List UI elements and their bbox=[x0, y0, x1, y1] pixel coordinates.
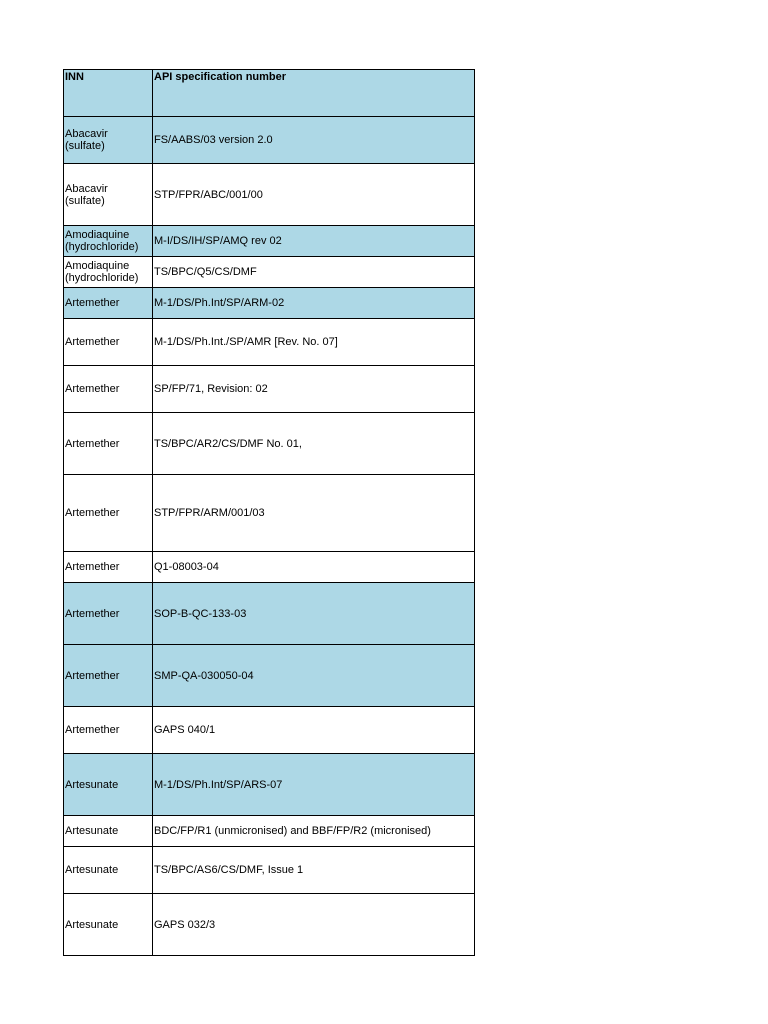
cell-inn: Artemether bbox=[64, 583, 153, 645]
table-row bbox=[64, 413, 475, 475]
cell-inn: Artemether bbox=[64, 413, 153, 475]
cell-inn: Artemether bbox=[64, 475, 153, 552]
table-row bbox=[64, 645, 475, 707]
table-row bbox=[64, 319, 475, 366]
cell-inn: Artemether bbox=[64, 707, 153, 754]
cell-spec-number: SMP-QA-030050-04 bbox=[153, 645, 475, 707]
cell-spec-number: GAPS 040/1 bbox=[153, 707, 475, 754]
table-row bbox=[64, 707, 475, 754]
cell-inn: Amodiaquine (hydrochloride) bbox=[64, 226, 153, 257]
cell-spec-number: M-1/DS/Ph.Int./SP/AMR [Rev. No. 07] bbox=[153, 319, 475, 366]
cell-inn: Artesunate bbox=[64, 847, 153, 894]
table-row bbox=[64, 475, 475, 552]
cell-inn: Amodiaquine (hydrochloride) bbox=[64, 257, 153, 288]
cell-inn: Artemether bbox=[64, 552, 153, 583]
cell-inn: Artemether bbox=[64, 645, 153, 707]
cell-spec-number: TS/BPC/AS6/CS/DMF, Issue 1 bbox=[153, 847, 475, 894]
cell-inn: Artemether bbox=[64, 288, 153, 319]
table-row bbox=[64, 894, 475, 956]
cell-inn: Artesunate bbox=[64, 894, 153, 956]
cell-spec-number: M-I/DS/IH/SP/AMQ rev 02 bbox=[153, 226, 475, 257]
table-row bbox=[64, 366, 475, 413]
header-row bbox=[64, 70, 475, 117]
cell-spec-number: FS/AABS/03 version 2.0 bbox=[153, 117, 475, 164]
cell-spec-number: GAPS 032/3 bbox=[153, 894, 475, 956]
cell-spec-number: SP/FP/71, Revision: 02 bbox=[153, 366, 475, 413]
cell-spec-number: STP/FPR/ABC/001/00 bbox=[153, 164, 475, 226]
table-row bbox=[64, 583, 475, 645]
table-row bbox=[64, 847, 475, 894]
table-row bbox=[64, 552, 475, 583]
header-inn: INN bbox=[64, 70, 153, 117]
table-row bbox=[64, 816, 475, 847]
table-row bbox=[64, 288, 475, 319]
cell-spec-number: Q1-08003-04 bbox=[153, 552, 475, 583]
table-row bbox=[64, 226, 475, 257]
table-row bbox=[64, 257, 475, 288]
cell-spec-number: STP/FPR/ARM/001/03 bbox=[153, 475, 475, 552]
cell-inn: Abacavir (sulfate) bbox=[64, 164, 153, 226]
cell-spec-number: M-1/DS/Ph.Int/SP/ARM-02 bbox=[153, 288, 475, 319]
cell-spec-number: M-1/DS/Ph.Int/SP/ARS-07 bbox=[153, 754, 475, 816]
cell-inn: Artesunate bbox=[64, 754, 153, 816]
table-row bbox=[64, 164, 475, 226]
cell-spec-number: SOP-B-QC-133-03 bbox=[153, 583, 475, 645]
cell-spec-number: TS/BPC/AR2/CS/DMF No. 01, bbox=[153, 413, 475, 475]
cell-inn: Artemether bbox=[64, 366, 153, 413]
cell-inn: Artesunate bbox=[64, 816, 153, 847]
cell-inn: Artemether bbox=[64, 319, 153, 366]
cell-spec-number: TS/BPC/Q5/CS/DMF bbox=[153, 257, 475, 288]
cell-spec-number: BDC/FP/R1 (unmicronised) and BBF/FP/R2 (micronised) bbox=[153, 816, 475, 847]
table-row bbox=[64, 117, 475, 164]
table-row bbox=[64, 754, 475, 816]
table-body bbox=[64, 117, 475, 956]
spec-table bbox=[63, 69, 475, 956]
cell-inn: Abacavir (sulfate) bbox=[64, 117, 153, 164]
header-spec-number: API specification number bbox=[153, 70, 475, 117]
